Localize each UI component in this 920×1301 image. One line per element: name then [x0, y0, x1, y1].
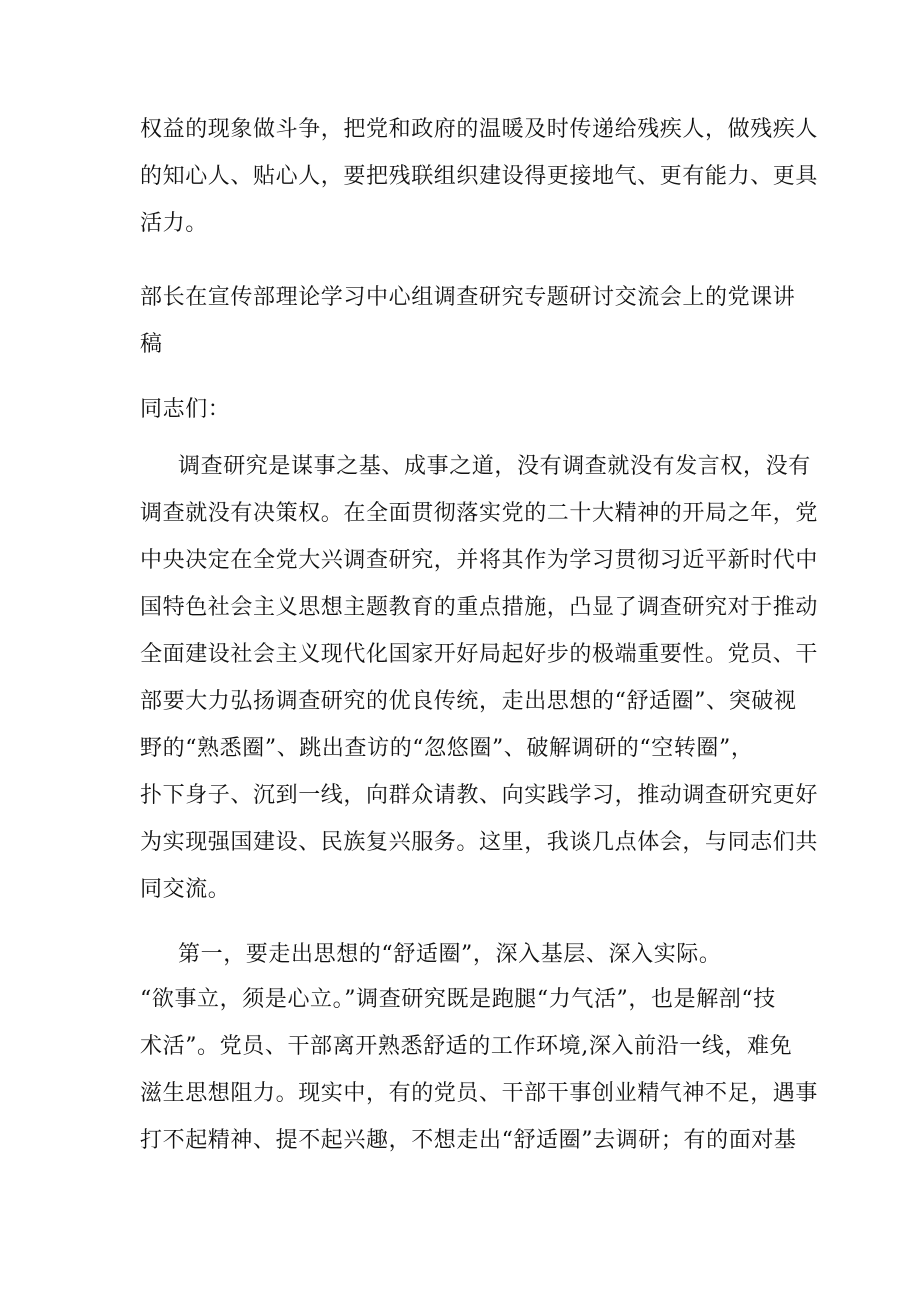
paragraph-line: 打不起精神、提不起兴趣，不想走出“舒适圈”去调研；有的面对基 — [140, 1128, 797, 1153]
paragraph-line: 为实现强国建设、民族复兴服务。这里，我谈几点体会，与同志们共 — [140, 830, 819, 855]
paragraph-line: 扑下身子、沉到一线，向群众请教、向实践学习，推动调查研究更好 — [140, 783, 819, 808]
salutation: 同志们： — [140, 397, 231, 422]
paragraph-line: 国特色社会主义思想主题教育的重点措施，凸显了调查研究对于推动 — [140, 595, 819, 620]
paragraph-line: 术活”。党员、干部离开熟悉舒适的工作环境,深入前沿一线，难免 — [140, 1034, 793, 1059]
paragraph-line: 调查研究是谋事之基、成事之道，没有调查就没有发言权，没有 — [178, 454, 811, 479]
paragraph-line: 部要大力弘扬调查研究的优良传统，走出思想的“舒适圈”、突破视 — [140, 689, 797, 714]
paragraph-line: 野的“熟悉圈”、跳出查访的“忽悠圈”、破解调研的“空转圈”， — [140, 736, 754, 761]
paragraph-line: 同交流。 — [140, 877, 231, 902]
document-title-line: 部长在宣传部理论学习中心组调查研究专题研讨交流会上的党课讲 — [140, 285, 796, 310]
section-heading: 第一，要走出思想的“舒适圈”，深入基层、深入实际。 — [178, 942, 722, 967]
paragraph-line: 中央决定在全党大兴调查研究，并将其作为学习贯彻习近平新时代中 — [140, 548, 819, 573]
paragraph-line: 滋生思想阻力。现实中，有的党员、干部干事创业精气神不足，遇事 — [140, 1081, 819, 1106]
paragraph-line: 调查就没有决策权。在全面贯彻落实党的二十大精神的开局之年，党 — [140, 501, 819, 526]
intro-line: 权益的现象做斗争，把党和政府的温暖及时传递给残疾人，做残疾人 — [140, 117, 819, 142]
paragraph-line: “欲事立，须是心立。”调查研究既是跑腿“力气活”，也是解剖“技 — [140, 987, 776, 1012]
paragraph-line: 全面建设社会主义现代化国家开好局起好步的极端重要性。党员、干 — [140, 642, 819, 667]
document-title-line: 稿 — [140, 332, 163, 357]
intro-line: 活力。 — [140, 211, 208, 236]
intro-line: 的知心人、贴心人，要把残联组织建设得更接地气、更有能力、更具 — [140, 164, 819, 189]
